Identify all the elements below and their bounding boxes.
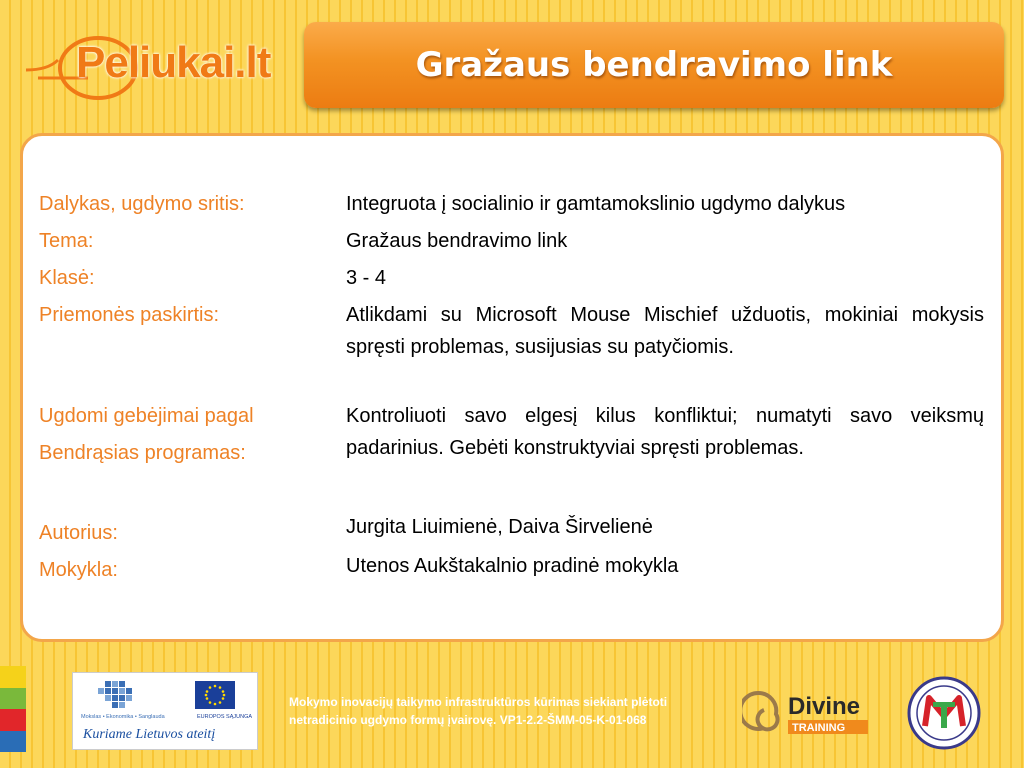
partner-logos-graphic [73, 673, 257, 749]
topic-value: Gražaus bendravimo link [346, 230, 568, 252]
author-label: Autorius: [39, 522, 118, 544]
divine-sub-text: TRAINING [792, 722, 846, 734]
partner-logos[interactable] [72, 672, 258, 750]
purpose-label: Priemonės paskirtis: [39, 304, 220, 326]
stripe-red [0, 709, 26, 731]
title-banner [304, 22, 1004, 108]
divine-brand-text: Divine [788, 693, 861, 720]
partner-left-caption: Mokslas • Ekonomika • Sanglauda [81, 714, 165, 720]
school-label: Mokykla: [39, 559, 118, 581]
grade-value: 3 - 4 [346, 267, 387, 289]
divine-training-logo[interactable] [742, 688, 872, 738]
logo-text: Peliukai.lt [76, 38, 271, 87]
page-title: Gražaus bendravimo link [415, 45, 893, 85]
stripe-yellow [0, 666, 26, 688]
eu-flag-icon [195, 681, 235, 709]
peliukai-logo[interactable] [18, 30, 288, 100]
stripe-green [0, 688, 26, 710]
school-value: Utenos Aukštakalnio pradinė mokykla [346, 555, 679, 577]
school-seal-logo[interactable] [907, 676, 981, 750]
info-card [20, 133, 1004, 642]
purpose-value: Atlikdami su Microsoft Mouse Mischief užduotis, mokiniai mokysis spręsti problemas, susijusias su patyčiomis. [346, 304, 984, 358]
stripe-blue [0, 731, 26, 753]
partner-slogan: Kuriame Lietuvos ateitį [83, 727, 216, 742]
grade-label: Klasė: [39, 267, 95, 289]
lithuania-map-icon [98, 681, 132, 708]
swirl-icon [742, 693, 778, 729]
skills-label-line1: Ugdomi gebėjimai pagal [39, 405, 254, 427]
skills-label-line2: Bendrąsias programas: [39, 442, 246, 464]
subject-label: Dalykas, ugdymo sritis: [39, 193, 245, 215]
skills-value: Kontroliuoti savo elgesį kilus konfliktui; numatyti savo veiksmų padarinius. Gebėti konstruktyviai spręsti problemas. [346, 405, 984, 459]
author-value: Jurgita Liuimienė, Daiva Širvelienė [346, 516, 653, 538]
subject-value: Integruota į socialinio ir gamtamokslinio ugdymo dalykus [346, 193, 846, 215]
color-stripes [0, 666, 26, 752]
topic-label: Tema: [39, 230, 94, 252]
partner-right-caption: EUROPOS SĄJUNGA [197, 714, 253, 720]
project-footer-text: Mokymo inovacijų taikymo infrastruktūros kūrimas siekiant plėtoti netradicinio ugdymo formų įvairovę. VP1-2.2-ŠMM-05-K-01-068 [289, 695, 668, 727]
